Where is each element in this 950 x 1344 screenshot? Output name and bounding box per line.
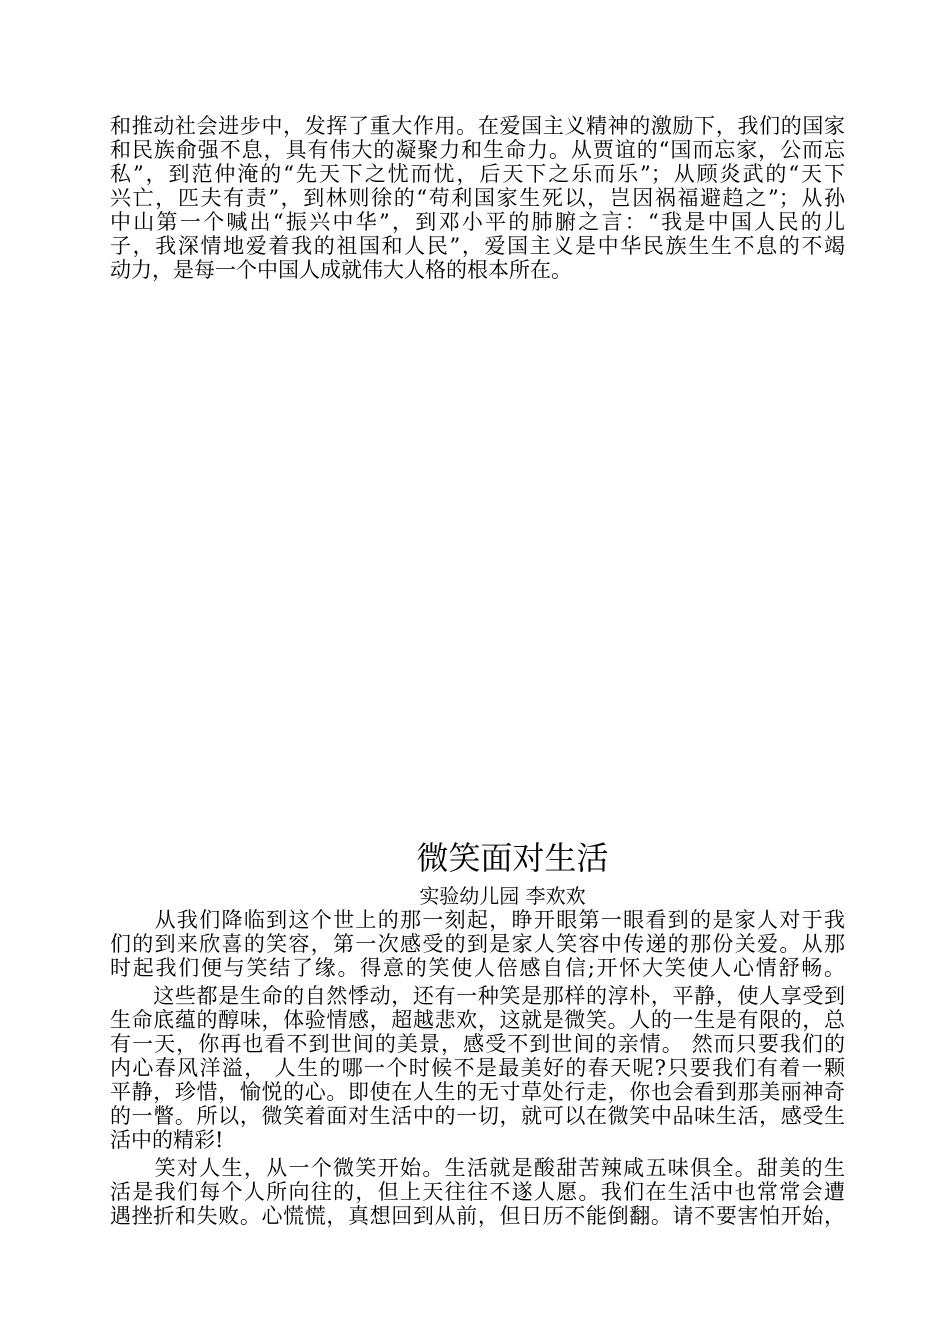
- text-line: 和民族俞强不息，具有伟大的凝聚力和生命力。从贾谊的“国而忘家，公而忘: [110, 138, 845, 162]
- text-line: 和推动社会进步中，发挥了重大作用。在爱国主义精神的激励下，我们的国家: [110, 114, 845, 138]
- article-author: 实验幼儿园 李欢欢: [419, 884, 586, 908]
- text-line: 时起我们便与笑结了缘。得意的笑使人倍感自信;开怀大笑使人心情舒畅。: [110, 956, 845, 980]
- text-line: 动力，是每一个中国人成就伟大人格的根本所在。: [110, 258, 572, 282]
- text-line: 笑对人生，从一个微笑开始。生活就是酸甜苦辣咸五味俱全。甜美的生: [110, 1156, 845, 1180]
- text-line: 私”，到范仲淹的“先天下之忧而忧，后天下之乐而乐”；从顾炎武的“天下: [110, 162, 845, 186]
- text-line: 子，我深情地爱着我的祖国和人民”，爱国主义是中华民族生生不息的不竭: [110, 234, 845, 258]
- text-line: 内心春风洋溢， 人生的哪一个时候不是最美好的春天呢?只要我们有着一颗: [110, 1056, 845, 1080]
- text-line: 这些都是生命的自然悸动，还有一种笑是那样的淳朴，平静，使人享受到: [110, 984, 845, 1008]
- text-line: 有一天，你再也看不到世间的美景，感受不到世间的亲情。 然而只要我们的: [110, 1032, 845, 1056]
- text-line: 平静，珍惜，愉悦的心。即使在人生的无寸草处行走，你也会看到那美丽神奇: [110, 1080, 845, 1104]
- text-line: 遇挫折和失败。心慌慌，真想回到从前，但日历不能倒翻。请不要害怕开始，: [110, 1204, 845, 1228]
- text-line: 们的到来欣喜的笑容，第一次感受的到是家人笑容中传递的那份关爱。从那: [110, 932, 845, 956]
- text-line: 兴亡，匹夫有责”，到林则徐的“苟利国家生死以，岂因祸福避趋之”；从孙: [110, 186, 845, 210]
- article-title: 微笑面对生活: [416, 839, 609, 877]
- text-line: 的一瞥。所以，微笑着面对生活中的一切，就可以在微笑中品味生活，感受生: [110, 1104, 845, 1128]
- text-line: 中山第一个喊出“振兴中华”，到邓小平的肺腑之言：“我是中国人民的儿: [110, 210, 845, 234]
- text-line: 从我们降临到这个世上的那一刻起，睁开眼第一眼看到的是家人对于我: [110, 908, 845, 932]
- text-line: 活是我们每个人所向往的，但上天往往不遂人愿。我们在生活中也常常会遭: [110, 1180, 845, 1204]
- text-line: 活中的精彩!: [110, 1128, 224, 1152]
- text-line: 生命底蕴的醇味，体验情感，超越悲欢，这就是微笑。人的一生是有限的，总: [110, 1008, 845, 1032]
